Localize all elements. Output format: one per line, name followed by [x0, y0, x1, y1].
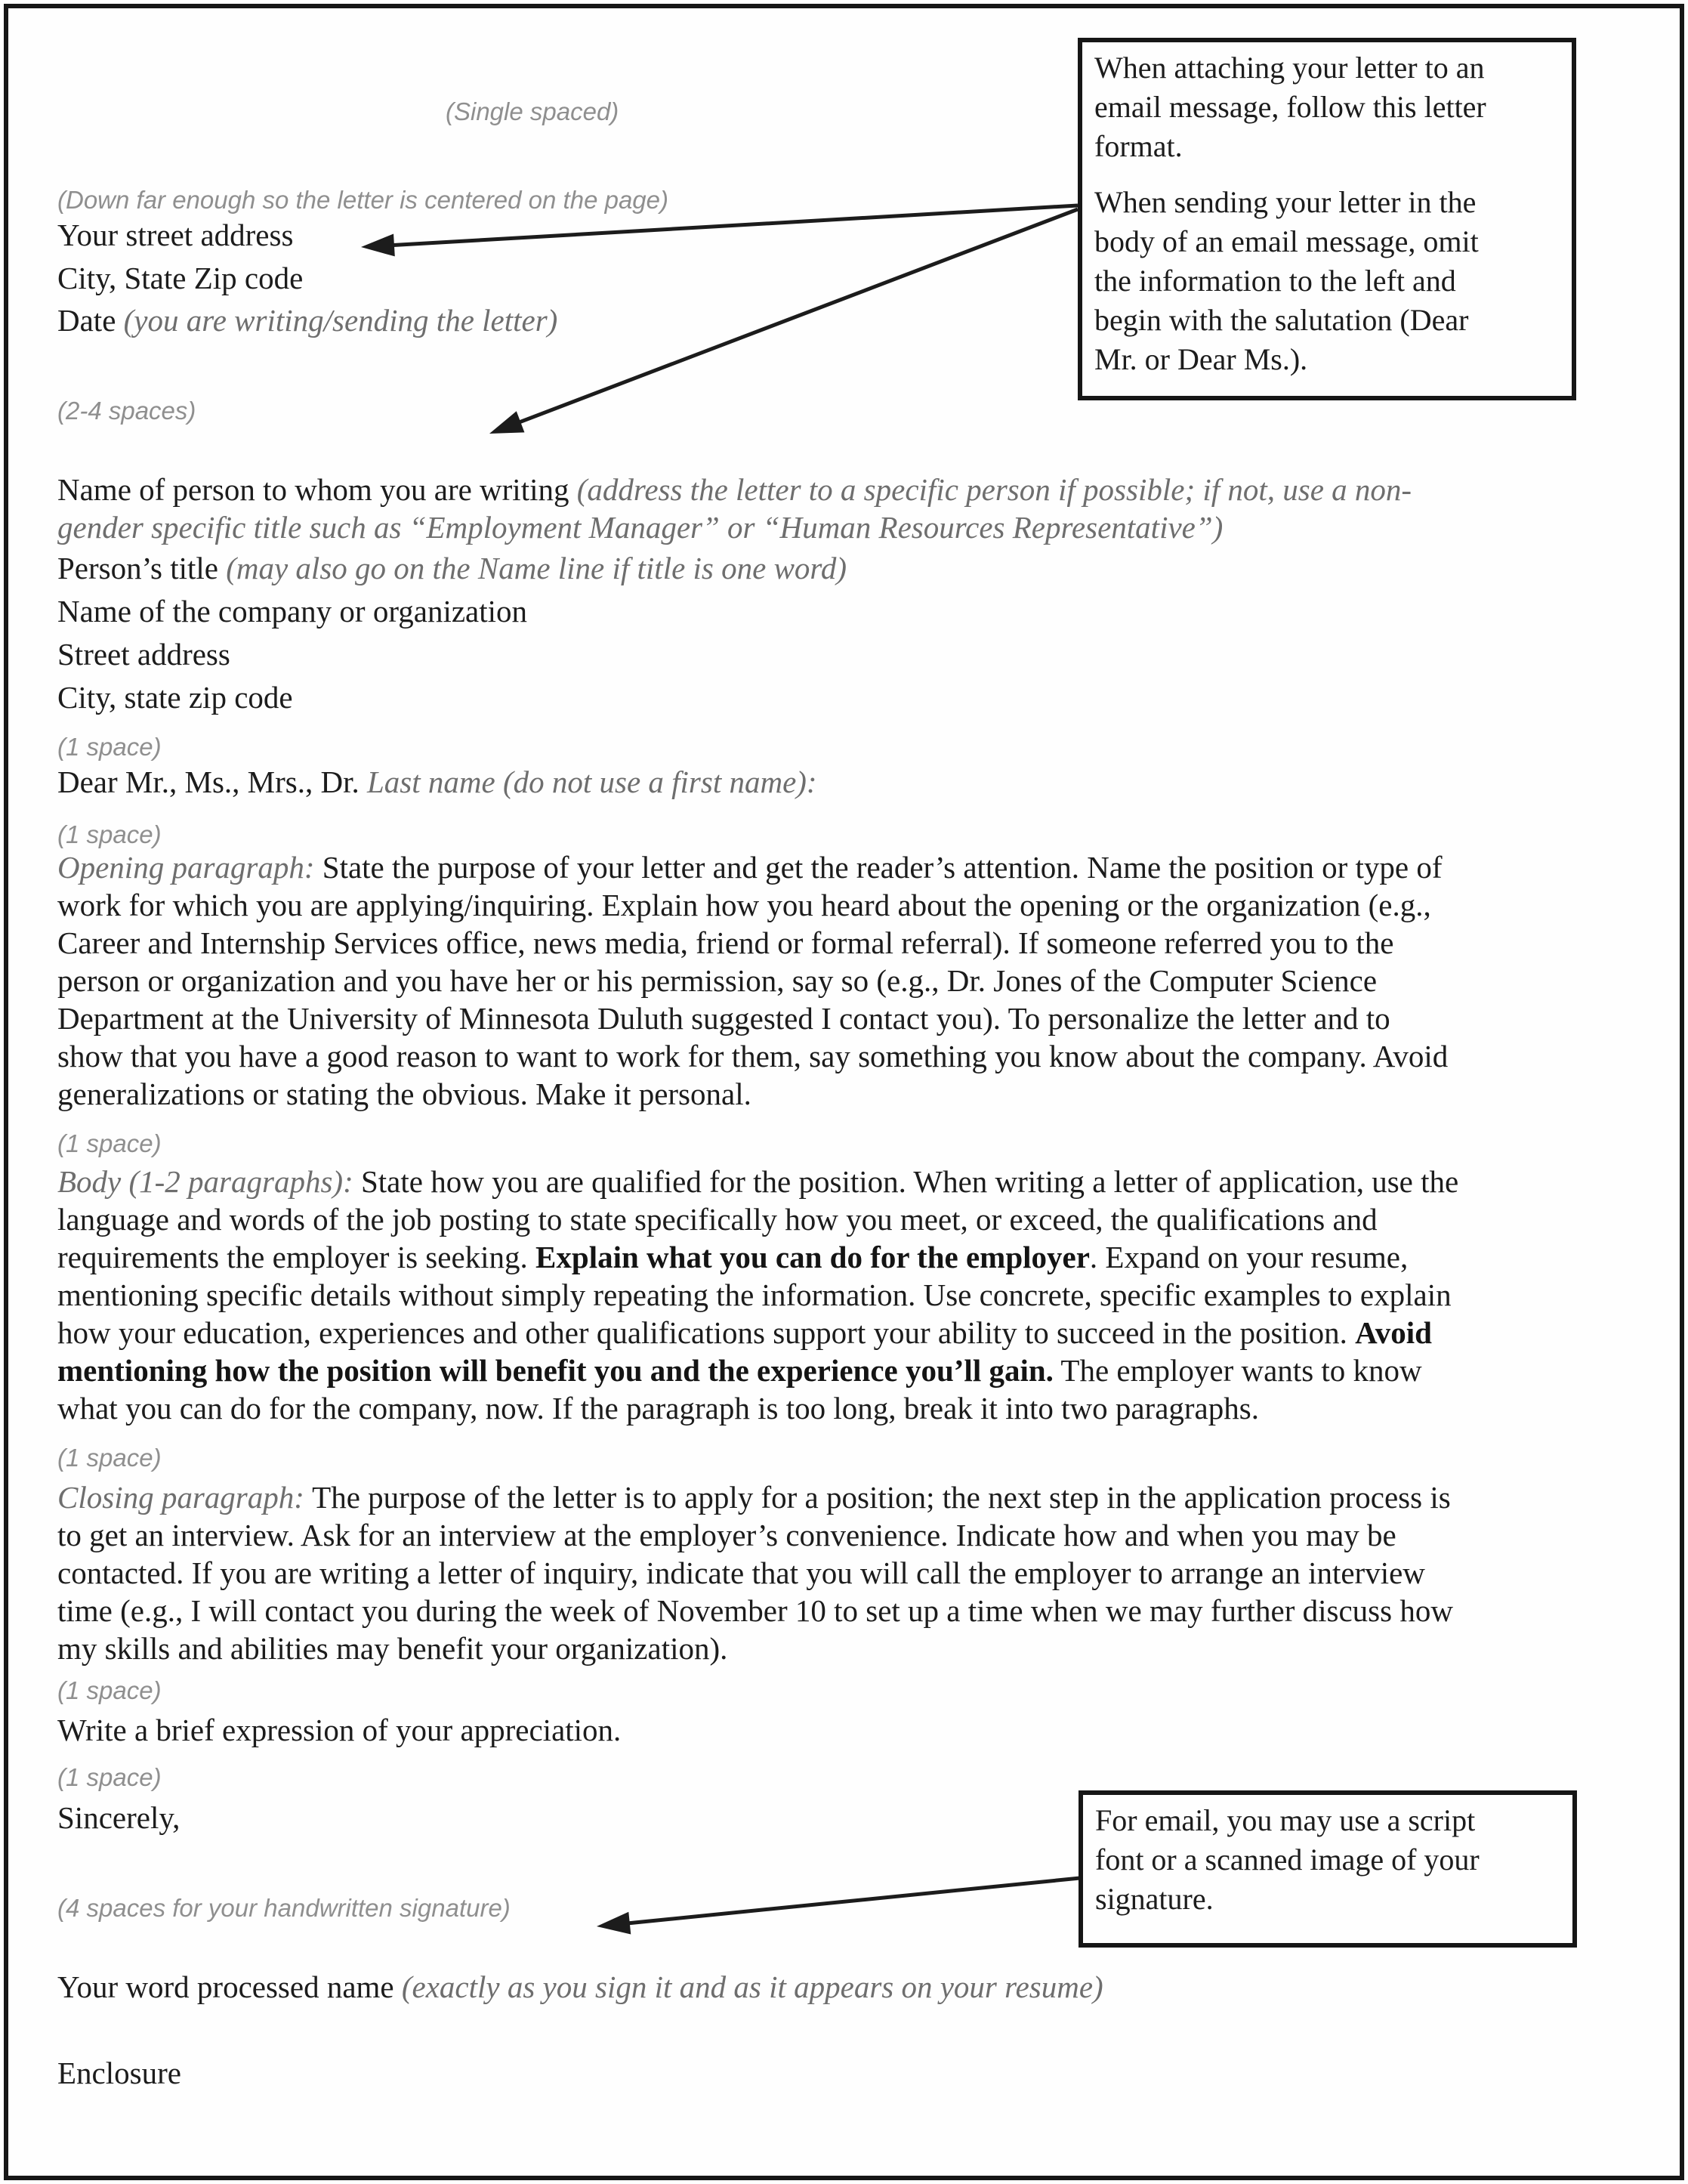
opening-paragraph-line-7-run-0: generalizations or stating the obvious. Make it personal. — [57, 1077, 751, 1111]
opening-paragraph-line-3-run-0: Career and Internship Services office, news media, friend or formal referral). If someone referred you to the — [57, 925, 1394, 960]
body-paragraph-line-1 — [57, 1163, 1458, 1200]
recipient-company-run-0: Name of the company or organization — [57, 594, 528, 629]
salutation-line-run-0: Dear Mr., Ms., Mrs., Dr. — [57, 765, 367, 799]
body-paragraph-line-2-run-0: language and words of the job posting to state specifically how you meet, or exceed, the qualifications and — [57, 1202, 1378, 1237]
opening-paragraph-line-2-run-0: work for which you are applying/inquiring. Explain how you heard about the opening or the organization (e.g., — [57, 888, 1431, 922]
sender-street-address — [57, 216, 293, 254]
signature-callout-box-line-0: For email, you may use a script — [1095, 1803, 1476, 1837]
note-1-space-2-run-0: (1 space) — [57, 820, 162, 848]
opening-paragraph-line-1 — [57, 848, 1443, 886]
opening-paragraph-line-5-run-0: Department at the University of Minnesota Duluth suggested I contact you). To personalize the letter and to — [57, 1001, 1390, 1036]
note-1-space-3 — [57, 1123, 162, 1163]
word-processed-name-line-run-0: Your word processed name — [57, 1969, 402, 2004]
note-1-space-5-run-0: (1 space) — [57, 1676, 162, 1704]
opening-paragraph-line-3 — [57, 924, 1393, 962]
salutation-line — [57, 763, 817, 801]
body-paragraph-line-6 — [57, 1351, 1422, 1389]
sender-city-state-zip — [57, 259, 303, 297]
note-1-space-1-run-0: (1 space) — [57, 733, 162, 761]
opening-paragraph-line-4-run-0: person or organization and you have her or his permission, say so (e.g., Dr. Jones of the Computer Science — [57, 963, 1378, 998]
recipient-name-line-1 — [57, 471, 1412, 508]
body-paragraph-line-5-run-0: how your education, experiences and other qualifications support your ability to succeed in the position. — [57, 1315, 1356, 1350]
closing-paragraph-line-1-run-0: Closing paragraph: — [57, 1480, 313, 1515]
sincerely-line-run-0: Sincerely, — [57, 1800, 181, 1835]
recipient-name-line-2-run-0: gender specific title such as “Employment Manager” or “Human Resources Representative”) — [57, 510, 1224, 545]
closing-paragraph-line-1 — [57, 1478, 1451, 1516]
recipient-company — [57, 592, 527, 630]
opening-paragraph-line-6 — [57, 1037, 1448, 1075]
note-down-far-enough-run-0: (Down far enough so the letter is centered on the page) — [57, 186, 668, 214]
word-processed-name-line-run-1: (exactly as you sign it and as it appears on your resume) — [401, 1969, 1103, 2004]
date-line-run-1: (you are writing/sending the letter) — [123, 303, 558, 338]
recipient-name-line-2 — [57, 508, 1223, 546]
body-paragraph-line-3-run-1: Explain what you can do for the employer — [535, 1240, 1090, 1274]
recipient-title-line — [57, 549, 847, 587]
enclosure-line-run-0: Enclosure — [57, 2056, 181, 2090]
email-attachment-callout-box-line-4: When sending your letter in the — [1094, 185, 1477, 219]
appreciation-line — [57, 1711, 621, 1749]
signature-callout-box-line-2: signature. — [1095, 1882, 1214, 1916]
email-attachment-callout-box-line-8: Mr. or Dear Ms.). — [1094, 342, 1308, 376]
closing-paragraph-line-5-run-0: my skills and abilities may benefit your organization). — [57, 1631, 728, 1666]
recipient-name-line-1-run-0: Name of person to whom you are writing — [57, 472, 577, 507]
note-1-space-6 — [57, 1756, 162, 1796]
closing-paragraph-line-3-run-0: contacted. If you are writing a letter of inquiry, indicate that you will call the employer to arrange an interview — [57, 1555, 1425, 1590]
body-paragraph-line-2 — [57, 1200, 1378, 1238]
opening-paragraph-line-4 — [57, 962, 1377, 999]
opening-paragraph-line-5 — [57, 999, 1390, 1037]
email-attachment-callout-box-line-1: email message, follow this letter — [1094, 90, 1486, 124]
opening-paragraph-line-1-run-1: State the purpose of your letter and get the reader’s attention. Name the position or type of — [322, 850, 1443, 885]
body-paragraph-line-7-run-0: what you can do for the company, now. If the paragraph is too long, break it into two paragraphs. — [57, 1391, 1259, 1426]
opening-paragraph-line-2 — [57, 886, 1431, 924]
closing-paragraph-line-3 — [57, 1554, 1425, 1592]
body-paragraph-line-6-run-1: The employer wants to know — [1053, 1353, 1422, 1388]
closing-paragraph-line-1-run-1: The purpose of the letter is to apply for a position; the next step in the application process is — [312, 1480, 1451, 1515]
recipient-title-line-run-0: Person’s title — [57, 551, 227, 585]
signature-callout-box-line-1: font or a scanned image of your — [1095, 1843, 1480, 1877]
word-processed-name-line — [57, 1968, 1103, 2006]
email-attachment-callout-box-line-0: When attaching your letter to an — [1094, 51, 1485, 85]
email-attachment-callout-box-line-3 — [1094, 166, 1560, 183]
closing-paragraph-line-5 — [57, 1630, 727, 1667]
note-down-far-enough — [57, 179, 668, 219]
closing-paragraph-line-4-run-0: time (e.g., I will contact you during the week of November 10 to set up a time when we may further discuss how — [57, 1593, 1453, 1628]
salutation-line-run-1: Last name (do not use a first name): — [366, 765, 817, 799]
appreciation-line-run-0: Write a brief expression of your appreciation. — [57, 1713, 622, 1747]
opening-paragraph-line-7 — [57, 1075, 751, 1113]
note-1-space-3-run-0: (1 space) — [57, 1129, 162, 1157]
enclosure-line — [57, 2054, 181, 2092]
body-paragraph-line-4-run-0: mentioning specific details without simply repeating the information. Use concrete, specific examples to explain — [57, 1277, 1452, 1312]
date-line-run-0: Date — [57, 303, 124, 338]
sender-street-address-run-0: Your street address — [57, 218, 294, 252]
note-2-4-spaces-run-0: (2-4 spaces) — [57, 397, 196, 425]
email-attachment-callout-box-line-5: body of an email message, omit — [1094, 224, 1479, 258]
note-1-space-4 — [57, 1437, 162, 1477]
note-4-spaces-signature-run-0: (4 spaces for your handwritten signature) — [57, 1894, 511, 1922]
recipient-street-address — [57, 635, 230, 673]
email-attachment-callout-box-line-2: format. — [1094, 129, 1183, 163]
opening-paragraph-line-1-run-0: Opening paragraph: — [57, 850, 322, 885]
body-paragraph-line-3-run-2: . Expand on your resume, — [1089, 1240, 1409, 1274]
body-paragraph-line-5-run-1: Avoid — [1355, 1315, 1432, 1350]
closing-paragraph-line-2 — [57, 1516, 1396, 1554]
body-paragraph-line-6-run-0: mentioning how the position will benefit you and the experience you’ll gain. — [57, 1353, 1054, 1388]
note-single-spaced-run-0: (Single spaced) — [446, 97, 619, 125]
note-1-space-1 — [57, 726, 162, 766]
date-line — [57, 301, 557, 339]
body-paragraph-line-3 — [57, 1238, 1408, 1276]
email-attachment-callout-box-line-7: begin with the salutation (Dear — [1094, 303, 1469, 337]
body-paragraph-line-1-run-1: State how you are qualified for the position. When writing a letter of application, use the — [360, 1164, 1459, 1199]
body-paragraph-line-7 — [57, 1389, 1259, 1427]
email-attachment-callout-box-line-6: the information to the left and — [1094, 264, 1456, 298]
recipient-city-zip — [57, 678, 293, 716]
email-attachment-callout-box — [1078, 38, 1576, 400]
body-paragraph-line-4 — [57, 1276, 1452, 1314]
note-single-spaced — [446, 91, 619, 131]
body-paragraph-line-5 — [57, 1314, 1432, 1351]
closing-paragraph-line-2-run-0: to get an interview. Ask for an interview at the employer’s convenience. Indicate how and when you may be — [57, 1518, 1396, 1552]
recipient-title-line-run-1: (may also go on the Name line if title is one word) — [226, 551, 847, 585]
body-paragraph-line-1-run-0: Body (1-2 paragraphs): — [57, 1164, 361, 1199]
sincerely-line — [57, 1799, 180, 1836]
opening-paragraph-line-6-run-0: show that you have a good reason to want to work for them, say something you know about the company. Avoid — [57, 1039, 1449, 1073]
closing-paragraph-line-4 — [57, 1592, 1453, 1630]
body-paragraph-line-3-run-0: requirements the employer is seeking. — [57, 1240, 536, 1274]
note-1-space-5 — [57, 1670, 162, 1710]
note-1-space-4-run-0: (1 space) — [57, 1444, 162, 1472]
recipient-name-line-1-run-1: (address the letter to a specific person if possible; if not, use a non- — [576, 472, 1412, 507]
recipient-street-address-run-0: Street address — [57, 637, 230, 672]
signature-callout-box — [1079, 1790, 1577, 1948]
note-1-space-6-run-0: (1 space) — [57, 1763, 162, 1791]
recipient-city-zip-run-0: City, state zip code — [57, 680, 293, 715]
note-2-4-spaces — [57, 390, 196, 430]
note-4-spaces-signature — [57, 1887, 511, 1927]
sender-city-state-zip-run-0: City, State Zip code — [57, 261, 304, 295]
